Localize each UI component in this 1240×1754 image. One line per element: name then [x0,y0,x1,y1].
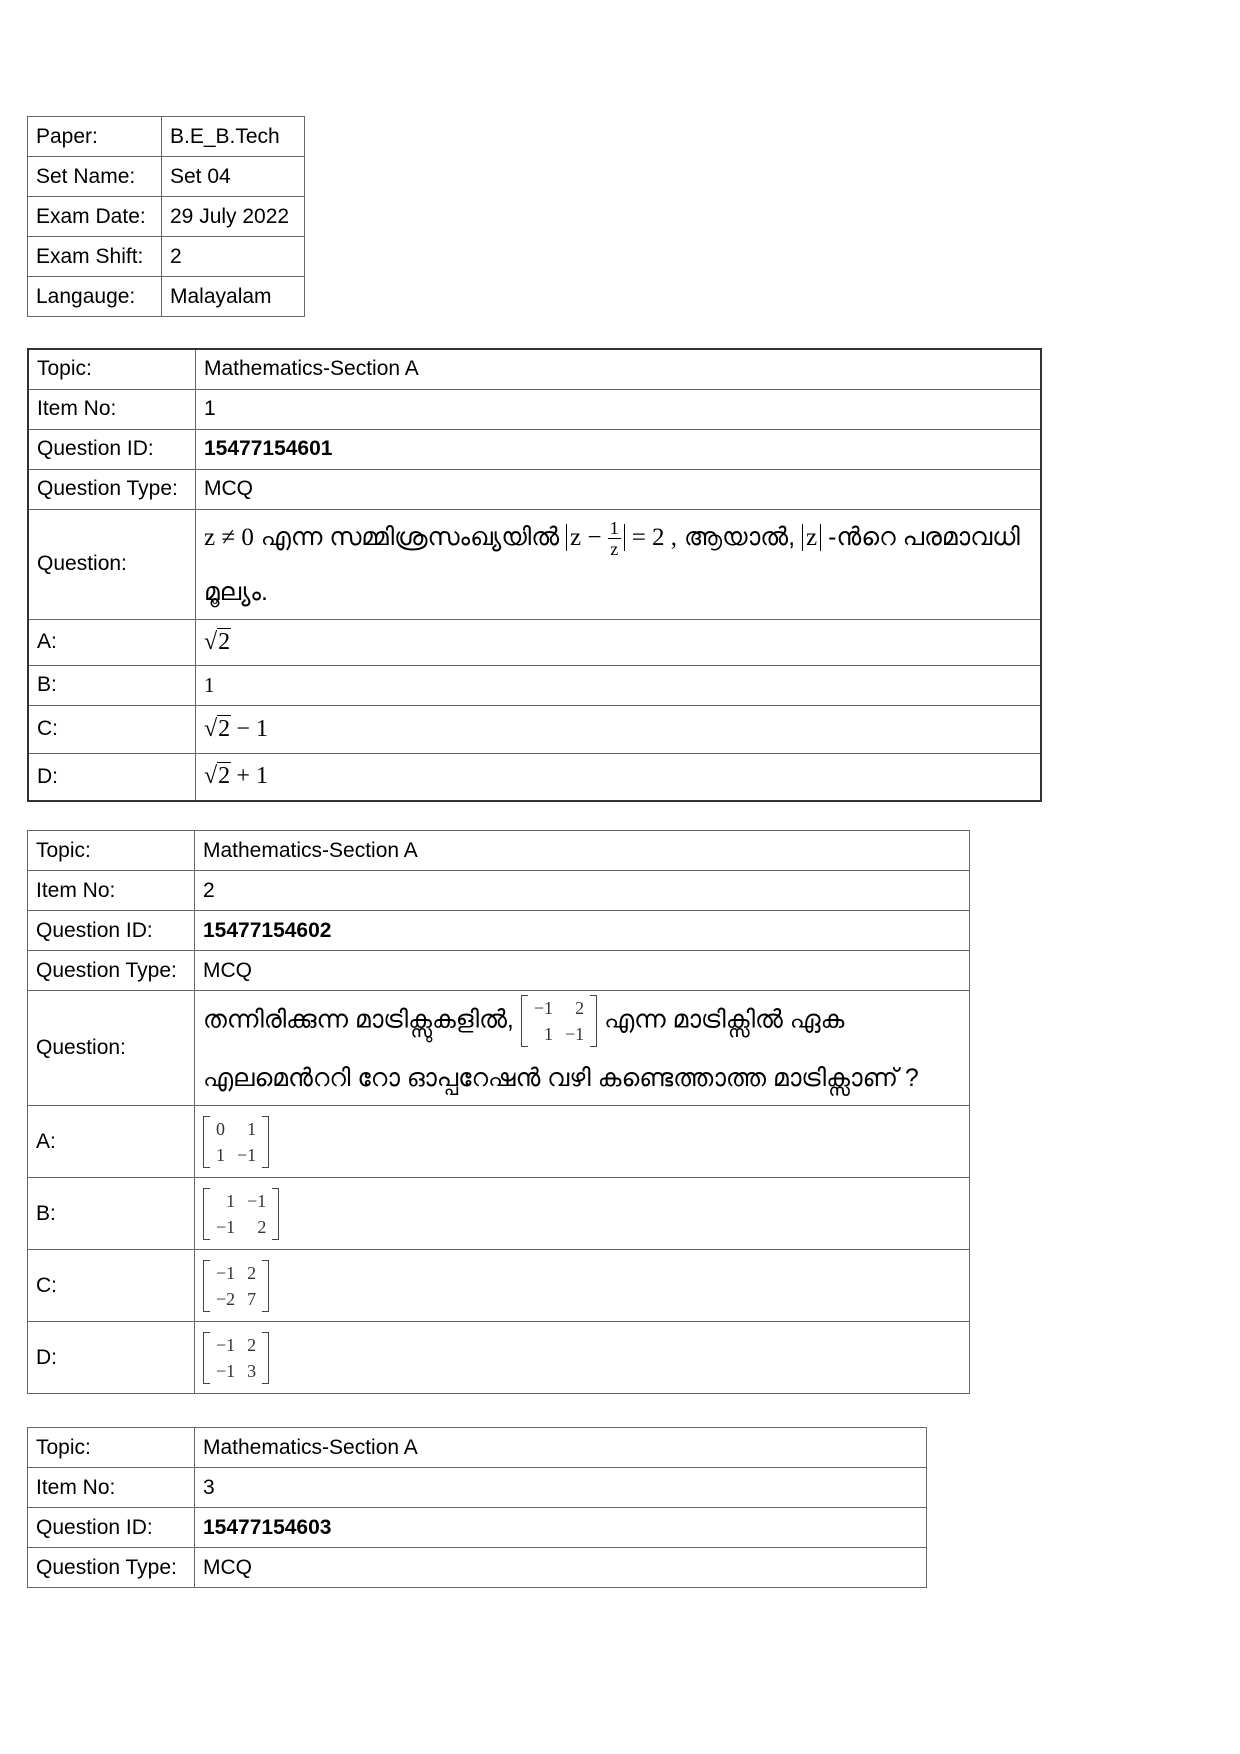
option-b [195,1178,970,1250]
question-type-value: MCQ [196,469,1042,509]
question-type-label: Question Type: [28,469,196,509]
option-a-label: A: [28,619,196,665]
lang-value: Malayalam [162,277,305,317]
question-3-table [27,1427,927,1588]
topic-value: Mathematics-Section A [196,349,1042,389]
matrix-d: −1 2 −1 3 [203,1332,269,1384]
option-c-label: C: [28,705,196,753]
question-type-label: Question Type: [28,951,195,991]
modulus-expression: z − $\frac{1}{z}$ [566,524,625,551]
topic-label: Topic: [28,831,195,871]
set-value: Set 04 [162,157,305,197]
option-c [195,1250,970,1322]
paper-label: Paper: [28,117,162,157]
equals-two: = 2 , [631,523,678,551]
item-no-value: 2 [195,871,970,911]
condition: z ≠ 0 [204,523,254,551]
option-a [195,1106,970,1178]
item-no-label: Item No: [28,1468,195,1508]
topic-label: Topic: [28,1428,195,1468]
lang-label: Langauge: [28,277,162,317]
question-id-value: 15477154602 [195,911,970,951]
option-c-label: C: [28,1250,195,1322]
item-no-label: Item No: [28,389,196,429]
option-b-label: B: [28,665,196,705]
topic-label: Topic: [28,349,196,389]
option-d [195,1322,970,1394]
question-id-label: Question ID: [28,1508,195,1548]
date-value: 29 July 2022 [162,197,305,237]
question-type-label: Question Type: [28,1548,195,1588]
question-id-label: Question ID: [28,429,196,469]
matrix-a: 0 1 1 −1 [203,1116,269,1168]
question-text-2: എന്ന മാട്രിക്സിൽ ഏക എലമെൻററി റോ ഓപ്പറേഷൻ വഴി കണ്ടെത്താത്ത മാട്രിക്സാണ് ? [203,1005,919,1092]
question-type-value: MCQ [195,951,970,991]
question-text [196,509,1042,619]
question-id-value: 15477154601 [196,429,1042,469]
question-label: Question: [28,509,196,619]
question-text-2: ആയാൽ, [684,522,796,551]
option-d: √2 + 1 [196,753,1042,801]
topic-value: Mathematics-Section A [195,1428,927,1468]
date-label: Exam Date: [28,197,162,237]
question-text-1: എന്ന സമ്മിശ്രസംഖ്യയിൽ [260,522,560,551]
question-2-table [27,830,970,1394]
question-text [195,991,970,1106]
option-c: √2 − 1 [196,705,1042,753]
option-a: √2 [196,619,1042,665]
option-d-label: D: [28,1322,195,1394]
question-text-3: -ൻറെ പരമാവധി മൂല്യം. [204,522,1020,606]
paper-value: B.E_B.Tech [162,117,305,157]
item-no-label: Item No: [28,871,195,911]
option-b-label: B: [28,1178,195,1250]
exam-meta-table [27,116,305,317]
matrix-question: −1 2 1 −1 [521,995,597,1047]
matrix-c: −1 2 −2 7 [203,1260,269,1312]
topic-value: Mathematics-Section A [195,831,970,871]
question-id-value: 15477154603 [195,1508,927,1548]
item-no-value: 3 [195,1468,927,1508]
option-b: 1 [196,665,1042,705]
question-text-1: തന്നിരിക്കുന്ന മാട്രിക്സുകളിൽ, [203,1005,514,1034]
option-a-label: A: [28,1106,195,1178]
option-d-label: D: [28,753,196,801]
set-label: Set Name: [28,157,162,197]
question-label: Question: [28,991,195,1106]
question-1-table [27,348,1042,802]
shift-value: 2 [162,237,305,277]
question-id-label: Question ID: [28,911,195,951]
matrix-b: 1 −1 −1 2 [203,1188,279,1240]
question-type-value: MCQ [195,1548,927,1588]
item-no-value: 1 [196,389,1042,429]
shift-label: Exam Shift: [28,237,162,277]
modulus-z: z [802,524,821,551]
